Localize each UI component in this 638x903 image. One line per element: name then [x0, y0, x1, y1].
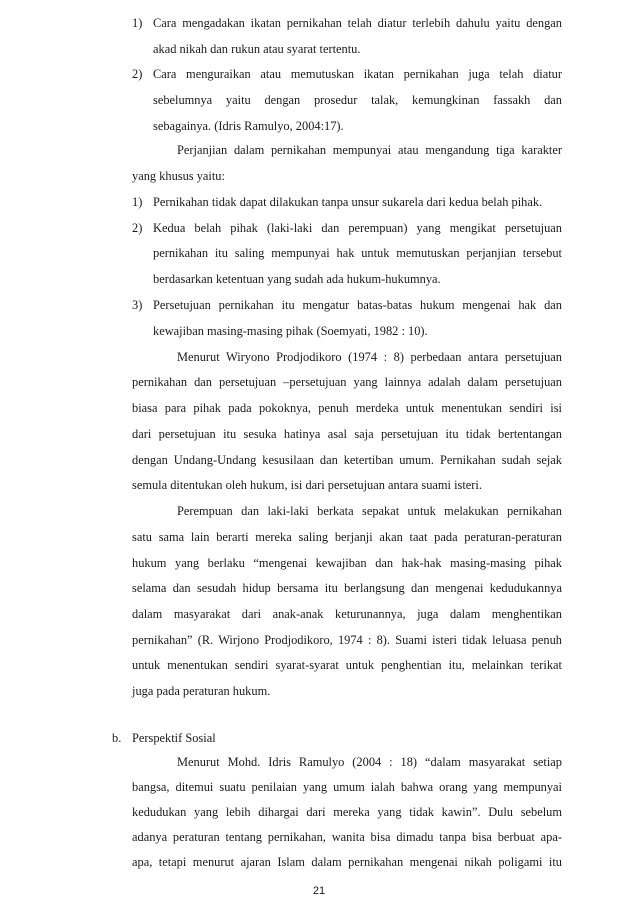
list1-item-1-line-2: akad nikah dan rukun atau syarat tertentu.	[153, 42, 361, 56]
list1-item-2-line-2: sebelumnya yaitu dengan prosedur talak, kemungkinan fassakh dan	[153, 93, 562, 107]
para2-line-1: Menurut Wiryono Prodjodikoro (1974 : 8) perbedaan antara persetujuan	[177, 350, 562, 364]
list2-item-1-line-1: Pernikahan tidak dapat dilakukan tanpa unsur sukarela dari kedua belah pihak.	[153, 195, 543, 209]
para3-line-2: satu sama lain berarti mereka saling berjanji akan taat pada peraturan-peraturan	[132, 530, 562, 544]
para2-line-5: dengan Undang-Undang kesusilaan dan ketertiban umum. Pernikahan sudah sejak	[132, 453, 562, 467]
section-b-title: Perspektif Sosial	[132, 731, 216, 745]
list1-item-1-line-1: Cara mengadakan ikatan pernikahan telah diatur terlebih dahulu yaitu dengan	[153, 16, 562, 30]
list2-item-2-line-1: Kedua belah pihak (laki-laki dan perempuan) yang mengikat persetujuan	[153, 221, 562, 235]
list2-item-2-number: 2)	[132, 221, 143, 235]
list1-item-2-line-1: Cara menguraikan atau memutuskan ikatan pernikahan juga telah diatur	[153, 67, 562, 81]
para2-line-4: dari persetujuan itu sesuka hatinya asal saja persetujuan itu tidak bertentangan	[132, 427, 562, 441]
para3-line-8: juga pada peraturan hukum.	[132, 684, 271, 698]
list2-item-2-line-2: pernikahan itu saling mempunyai hak untuk memutuskan perjanjian tersebut	[153, 246, 562, 260]
para3-line-4: selama dan sesudah hidup bersama itu berlangsung dan mengenai kedudukannya	[132, 581, 562, 595]
list1-item-2-number: 2)	[132, 67, 143, 81]
list2-item-3-number: 3)	[132, 298, 143, 312]
list2-item-3-line-2: kewajiban masing-masing pihak (Soemyati, 1982 : 10).	[153, 324, 428, 338]
para4-line-2: bangsa, ditemui suatu penilaian yang umum ialah bahwa orang yang mempunyai	[132, 780, 562, 794]
para4-line-4: adanya peraturan tentang pernikahan, wanita bisa dimadu tanpa bisa berbuat apa-	[132, 830, 562, 844]
para3-line-5: dalam masyarakat dari anak-anak keturunannya, juga dalam menghentikan	[132, 607, 562, 621]
para3-line-7: untuk menentukan sendiri syarat-syarat untuk penghentian itu, melainkan terikat	[132, 658, 562, 672]
para2-line-6: semula ditentukan oleh hukum, isi dari persetujuan antara suami isteri.	[132, 478, 482, 492]
para3-line-6: pernikahan” (R. Wirjono Prodjodikoro, 1974 : 8). Suami isteri tidak leluasa penuh	[132, 633, 562, 647]
para4-line-1: Menurut Mohd. Idris Ramulyo (2004 : 18) “dalam masyarakat setiap	[177, 755, 562, 769]
list1-item-1-number: 1)	[132, 16, 143, 30]
para2-line-2: pernikahan dan persetujuan –persetujuan yang lainnya adalah dalam persetujuan	[132, 375, 562, 389]
para3-line-3: hukum yang berlaku “mengenai kewajiban dan hak-hak masing-masing pihak	[132, 556, 562, 570]
para3-line-1: Perempuan dan laki-laki berkata sepakat untuk melakukan pernikahan	[177, 504, 562, 518]
para2-line-3: biasa para pihak pada pokoknya, penuh merdeka untuk menentukan sendiri isi	[132, 401, 562, 415]
para1-line-1: Perjanjian dalam pernikahan mempunyai atau mengandung tiga karakter	[177, 143, 562, 157]
page-number: 21	[312, 885, 326, 897]
list2-item-1-number: 1)	[132, 195, 143, 209]
list2-item-2-line-3: berdasarkan ketentuan yang sudah ada hukum-hukumnya.	[153, 272, 441, 286]
para1-line-2: yang khusus yaitu:	[132, 169, 225, 183]
para4-line-3: kedudukan yang lebih dihargai dari mereka yang tidak kawin”. Dulu sebelum	[132, 805, 562, 819]
list2-item-3-line-1: Persetujuan pernikahan itu mengatur batas-batas hukum mengenai hak dan	[153, 298, 562, 312]
section-b-letter: b.	[112, 731, 122, 745]
list1-item-2-line-3: sebagainya. (Idris Ramulyo, 2004:17).	[153, 119, 344, 133]
para4-line-5: apa, tetapi menurut ajaran Islam dalam pernikahan mengenai nikah poligami itu	[132, 855, 562, 869]
